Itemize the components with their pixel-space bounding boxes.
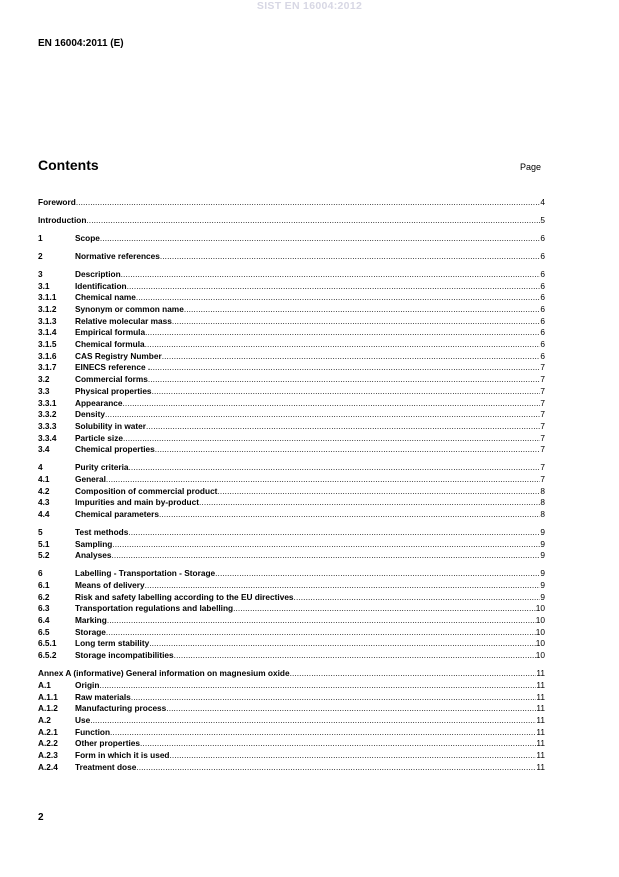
dot-leader: [149, 638, 536, 650]
toc-entry-number: 3.1.3: [38, 315, 57, 326]
toc-entry-title: Use: [75, 714, 91, 725]
toc-entry-page: 6: [540, 280, 545, 291]
toc-entry-page: 9: [540, 538, 545, 549]
toc-entry-number: 6.2: [38, 591, 50, 602]
toc-entry-number: A.2.4: [38, 761, 58, 772]
dot-leader: [233, 603, 536, 615]
toc-entry-title: Scope: [75, 232, 100, 243]
toc-entry-number: A.1.1: [38, 691, 58, 702]
toc-entry[interactable]: [38, 362, 545, 374]
dot-leader: [129, 462, 541, 474]
dot-leader: [107, 615, 536, 627]
toc-entry-title: Marking: [75, 615, 107, 626]
dot-leader: [146, 421, 540, 433]
toc-entry-page: 7: [540, 432, 545, 443]
toc-entry[interactable]: [38, 550, 545, 562]
toc-entry-page: 7: [540, 444, 545, 455]
toc-entry-page: 10: [535, 626, 545, 637]
dot-leader: [100, 233, 540, 245]
dot-leader: [123, 398, 541, 410]
page-column-label: Page: [520, 162, 542, 172]
toc-entry-number: A.2.3: [38, 749, 58, 760]
dot-leader: [111, 550, 540, 562]
toc-entry-number: 6.3: [38, 603, 50, 614]
dot-leader: [145, 327, 540, 339]
dot-leader: [148, 374, 541, 386]
toc-entry[interactable]: [38, 615, 545, 627]
toc-entry[interactable]: [38, 398, 545, 410]
toc-entry[interactable]: [38, 197, 545, 209]
toc-entry[interactable]: [38, 374, 545, 386]
toc-entry-page: 11: [536, 668, 545, 679]
toc-entry-title: Treatment dose: [75, 761, 137, 772]
toc-entry-number: 3.1: [38, 280, 50, 291]
table-of-contents: [38, 197, 545, 773]
toc-entry-number: 3.1.4: [38, 327, 57, 338]
toc-entry-title: Particle size: [75, 432, 123, 443]
toc-entry-number: A.1.2: [38, 703, 58, 714]
dot-leader: [166, 703, 536, 715]
toc-entry-title: Introduction: [38, 214, 87, 225]
toc-entry[interactable]: [38, 715, 545, 727]
toc-entry-page: 11: [536, 761, 545, 772]
dot-leader: [131, 692, 537, 704]
toc-entry-page: 8: [540, 508, 545, 519]
toc-entry-page: 10: [535, 603, 545, 614]
toc-entry-title: Analyses: [75, 550, 112, 561]
toc-entry[interactable]: [38, 580, 545, 592]
dot-leader: [159, 509, 540, 521]
toc-entry-number: 1: [38, 232, 43, 243]
dot-leader: [174, 650, 536, 662]
toc-entry-page: 10: [535, 638, 545, 649]
toc-entry-number: 3.1.5: [38, 339, 57, 350]
dot-leader: [106, 627, 536, 639]
toc-entry[interactable]: [38, 339, 545, 351]
toc-entry[interactable]: [38, 304, 545, 316]
dot-leader: [121, 269, 541, 281]
toc-entry-title: Other properties: [75, 738, 141, 749]
toc-entry-page: 6: [540, 250, 545, 261]
toc-entry-number: 4.2: [38, 485, 50, 496]
dot-leader: [290, 668, 537, 680]
toc-entry-number: 5: [38, 526, 43, 537]
contents-heading: Contents: [38, 157, 99, 173]
toc-entry-page: 6: [540, 315, 545, 326]
toc-entry-number: A.2: [38, 714, 51, 725]
dot-leader: [86, 215, 540, 227]
toc-entry-title: Sampling: [75, 538, 113, 549]
toc-entry-number: 5.2: [38, 550, 50, 561]
toc-entry[interactable]: [38, 762, 545, 774]
toc-entry-page: 11: [536, 726, 545, 737]
toc-entry-title: Description: [75, 268, 121, 279]
toc-entry-title: Manufacturing process: [75, 703, 167, 714]
dot-leader: [199, 497, 540, 509]
toc-entry-page: 9: [540, 550, 545, 561]
toc-entry[interactable]: [38, 433, 545, 445]
dot-leader: [217, 486, 540, 498]
toc-entry[interactable]: [38, 497, 545, 509]
toc-entry-page: 6: [540, 327, 545, 338]
toc-entry-number: 3.4: [38, 444, 50, 455]
toc-entry[interactable]: [38, 692, 545, 704]
dot-leader: [145, 339, 541, 351]
toc-entry-title: Origin: [75, 679, 100, 690]
dot-leader: [140, 738, 536, 750]
toc-entry-title: Purity criteria: [75, 462, 129, 473]
toc-entry-page: 11: [536, 703, 545, 714]
toc-entry-number: 6.1: [38, 580, 50, 591]
dot-leader: [160, 251, 541, 263]
toc-entry[interactable]: [38, 351, 545, 363]
toc-entry[interactable]: [38, 627, 545, 639]
toc-entry-title: Form in which it is used: [75, 749, 170, 760]
toc-entry-number: 6.5.2: [38, 650, 57, 661]
toc-entry[interactable]: [38, 316, 545, 328]
toc-entry-title: Transportation regulations and labelling: [75, 603, 234, 614]
toc-entry-page: 7: [540, 473, 545, 484]
dot-leader: [170, 750, 537, 762]
toc-entry-number: 3.3.2: [38, 409, 57, 420]
toc-entry-title: EINECS reference .: [75, 362, 151, 373]
toc-entry-page: 7: [540, 374, 545, 385]
toc-entry-title: Empirical formula: [75, 327, 146, 338]
toc-entry-page: 7: [540, 397, 545, 408]
toc-entry[interactable]: [38, 269, 545, 281]
toc-entry-number: 4.4: [38, 508, 50, 519]
toc-entry-title: CAS Registry Number: [75, 350, 162, 361]
toc-entry[interactable]: [38, 474, 545, 486]
toc-entry-title: Foreword: [38, 197, 76, 207]
toc-entry-title: Relative molecular mass: [75, 315, 172, 326]
toc-entry-page: 6: [540, 232, 545, 243]
toc-entry[interactable]: [38, 233, 545, 245]
toc-entry-number: 3.3.4: [38, 432, 57, 443]
toc-entry-page: 6: [540, 268, 545, 279]
toc-entry-title: Normative references: [75, 250, 160, 261]
toc-entry-page: 6: [540, 339, 545, 350]
toc-entry-title: Chemical formula: [75, 339, 145, 350]
toc-entry-page: 6: [540, 350, 545, 361]
toc-entry-number: 3.3.3: [38, 420, 57, 431]
toc-entry[interactable]: [38, 281, 545, 293]
dot-leader: [150, 362, 540, 374]
toc-entry[interactable]: [38, 568, 545, 580]
toc-entry[interactable]: [38, 527, 545, 539]
toc-entry[interactable]: [38, 668, 545, 680]
toc-entry-title: Synonym or common name: [75, 304, 184, 314]
toc-entry-title: Physical properties: [75, 385, 152, 396]
toc-entry-title: Composition of commercial product: [75, 485, 218, 496]
toc-entry-page: 7: [540, 462, 545, 473]
toc-entry-number: 4.3: [38, 497, 50, 508]
toc-entry-number: A.1: [38, 679, 51, 690]
toc-entry[interactable]: [38, 462, 545, 474]
toc-entry[interactable]: [38, 215, 545, 227]
dot-leader: [162, 351, 541, 363]
toc-entry-page: 7: [540, 385, 545, 396]
dot-leader: [152, 386, 541, 398]
toc-entry[interactable]: [38, 486, 545, 498]
toc-entry[interactable]: [38, 409, 545, 421]
toc-entry-page: 4: [540, 197, 545, 207]
dot-leader: [136, 762, 536, 774]
toc-entry-page: 11: [536, 714, 545, 725]
dot-leader: [127, 281, 541, 293]
toc-entry-title: Function: [75, 726, 111, 737]
toc-entry[interactable]: [38, 292, 545, 304]
dot-leader: [155, 444, 541, 456]
dot-leader: [215, 568, 540, 580]
toc-entry-title: Chemical parameters: [75, 508, 159, 519]
toc-entry-title: Raw materials: [75, 691, 131, 702]
toc-entry-page: 8: [540, 485, 545, 496]
toc-entry[interactable]: [38, 738, 545, 750]
toc-entry-page: 10: [535, 615, 545, 626]
toc-entry-title: Appearance: [75, 397, 123, 408]
dot-leader: [123, 433, 540, 445]
toc-entry[interactable]: [38, 750, 545, 762]
toc-entry-number: 6.4: [38, 615, 50, 626]
toc-entry-page: 7: [540, 409, 545, 420]
toc-entry-number: 4.1: [38, 473, 50, 484]
dot-leader: [136, 292, 541, 304]
toc-entry-page: 11: [536, 691, 545, 702]
toc-entry-page: 11: [536, 749, 545, 760]
dot-leader: [184, 304, 541, 316]
dot-leader: [128, 527, 540, 539]
page-number: 2: [38, 812, 44, 823]
toc-entry[interactable]: [38, 727, 545, 739]
toc-entry-title: Chemical name: [75, 292, 136, 303]
document-id: EN 16004:2011 (E): [38, 38, 124, 49]
dot-leader: [105, 409, 540, 421]
toc-entry-number: A.2.2: [38, 738, 58, 749]
toc-entry-number: 2: [38, 250, 43, 261]
toc-entry-page: 9: [540, 568, 545, 579]
toc-entry-page: 5: [540, 214, 545, 225]
toc-entry[interactable]: [38, 251, 545, 263]
toc-entry-title: Risk and safety labelling according to the EU directives: [75, 591, 294, 602]
toc-entry[interactable]: [38, 650, 545, 662]
toc-entry-number: 6.5: [38, 626, 50, 637]
toc-entry[interactable]: [38, 539, 545, 551]
dot-leader: [172, 316, 541, 328]
toc-entry-number: 3.3.1: [38, 397, 57, 408]
dot-leader: [145, 580, 541, 592]
dot-leader: [110, 727, 536, 739]
toc-entry-number: 3.2: [38, 374, 50, 385]
dot-leader: [76, 197, 541, 209]
toc-entry[interactable]: [38, 680, 545, 692]
toc-entry-title: Density: [75, 409, 105, 420]
dot-leader: [294, 592, 541, 604]
toc-entry[interactable]: [38, 603, 545, 615]
toc-entry-number: 6: [38, 568, 43, 579]
toc-entry-page: 7: [540, 362, 545, 373]
toc-entry-number: 6.5.1: [38, 638, 57, 649]
toc-entry[interactable]: [38, 327, 545, 339]
toc-entry-number: 3.1.2: [38, 304, 57, 314]
toc-entry-page: 9: [540, 580, 545, 591]
toc-entry-title: General: [75, 473, 106, 484]
toc-entry-title: Storage: [75, 626, 106, 637]
watermark: SIST EN 16004:2012: [256, 0, 363, 12]
toc-entry-page: 11: [536, 679, 545, 690]
toc-entry-number: 4: [38, 462, 43, 473]
toc-entry-number: 5.1: [38, 538, 50, 549]
toc-entry[interactable]: [38, 509, 545, 521]
toc-entry-number: 3.1.1: [38, 292, 57, 303]
toc-entry-title: Labelling - Transportation - Storage: [75, 568, 216, 579]
toc-entry-title: Chemical properties: [75, 444, 155, 455]
toc-entry-page: 9: [540, 591, 545, 602]
dot-leader: [112, 539, 540, 551]
toc-entry-number: 3: [38, 268, 43, 279]
toc-entry[interactable]: [38, 592, 545, 604]
toc-entry[interactable]: [38, 421, 545, 433]
toc-entry-page: 8: [540, 497, 545, 508]
toc-entry-number: 3.1.6: [38, 350, 57, 361]
toc-entry-title: Test methods: [75, 526, 129, 537]
toc-entry-number: 3.3: [38, 385, 50, 396]
toc-entry-title: Means of delivery: [75, 580, 145, 591]
toc-entry-title: Impurities and main by-product: [75, 497, 200, 508]
toc-entry-page: 7: [540, 420, 545, 431]
toc-entry-page: 6: [540, 304, 545, 314]
toc-entry-number: A.2.1: [38, 726, 58, 737]
toc-entry[interactable]: [38, 386, 545, 398]
toc-entry-page: 6: [540, 292, 545, 303]
toc-entry-number: 3.1.7: [38, 362, 57, 373]
toc-entry-title: Commercial forms: [75, 374, 148, 385]
toc-entry-title: Solubility in water: [75, 420, 146, 431]
toc-entry-title: Storage incompatibilities: [75, 650, 174, 661]
toc-entry[interactable]: [38, 638, 545, 650]
toc-entry-title: Identification: [75, 280, 127, 291]
toc-entry-page: 10: [535, 650, 545, 661]
toc-entry[interactable]: [38, 444, 545, 456]
dot-leader: [99, 680, 536, 692]
toc-entry-title: Annex A (informative) General information on magnesium oxide: [38, 668, 290, 679]
toc-entry-title: Long term stability: [75, 638, 150, 649]
dot-leader: [106, 474, 540, 486]
toc-entry-page: 11: [536, 738, 545, 749]
dot-leader: [90, 715, 536, 727]
toc-entry-page: 9: [540, 526, 545, 537]
toc-entry[interactable]: [38, 703, 545, 715]
